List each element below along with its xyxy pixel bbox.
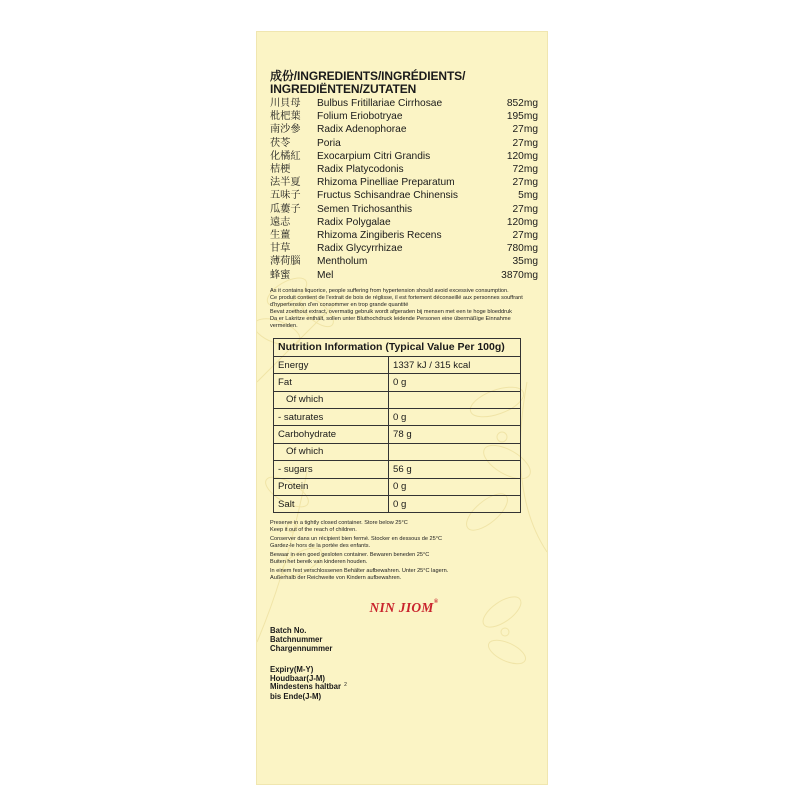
registered-mark: ® — [433, 599, 439, 606]
nutrient-value: 0 g — [389, 409, 521, 426]
nutrient-value — [389, 443, 521, 460]
storage-line: Buiten het bereik van kinderen houden. — [270, 559, 368, 566]
nutrient-value: 56 g — [389, 461, 521, 478]
ingredient-amount: 852mg — [506, 98, 538, 109]
batch-label-line: Chargennummer — [270, 643, 333, 653]
table-row — [274, 426, 521, 443]
storage-line: In einem fest verschlossenen Behälter aufbewahren. Unter 25°C lagern. — [270, 568, 449, 575]
warning-english: As it contains liquorice, people suffering from hypertension should avoid excessive consumption. — [270, 287, 509, 294]
ingredient-amount: 35mg — [512, 256, 538, 268]
nutrient-label: Carbohydrate — [274, 426, 389, 443]
nutrition-table-header: Nutrition Information (Typical Value Per 100g) — [274, 338, 521, 356]
ingredient-amount: 27mg — [512, 124, 538, 136]
nutrient-label: Salt — [274, 495, 389, 512]
ingredient-amount: 5mg — [518, 190, 538, 202]
nutrient-label: Protein — [274, 478, 389, 495]
nutrient-value: 78 g — [389, 426, 521, 443]
ingredient-chinese-name: 桔梗 — [270, 164, 291, 176]
batch-label-line: Batch No. — [270, 626, 307, 636]
ingredient-chinese-name: 南沙參 — [270, 124, 301, 136]
nutrient-value: 0 g — [389, 374, 521, 391]
ingredient-chinese-name: 遠志 — [270, 216, 291, 228]
ingredient-chinese-name: 瓜蔞子 — [270, 203, 301, 215]
nutrition-table — [273, 338, 521, 514]
ingredient-row — [270, 189, 538, 202]
ingredient-latin-name: Rhizoma Pinelliae Preparatum — [317, 177, 455, 189]
expiry-footnote-number: 2 — [344, 682, 347, 689]
nutrient-value: 0 g — [389, 478, 521, 495]
ingredient-row — [270, 97, 538, 110]
storage-line: Bewaar in een goed gesloten container. Bewaren beneden 25°C — [270, 552, 430, 559]
ingredient-row — [270, 242, 538, 255]
expiry-label-line: Houdbaar(J-M) — [270, 673, 326, 683]
batch-label-line: Batchnummer — [270, 634, 323, 644]
ingredient-latin-name: Fructus Schisandrae Chinensis — [317, 190, 458, 202]
expiry-label-line: bis Ende(J-M) — [270, 691, 322, 701]
ingredient-latin-name: Mel — [317, 269, 334, 281]
ingredient-row — [270, 137, 538, 150]
ingredients-title-line1: 成份/INGREDIENTS/INGRÉDIENTS/ — [270, 69, 466, 83]
ingredient-amount: 3870mg — [501, 269, 538, 281]
ingredient-amount: 120mg — [506, 150, 538, 162]
storage-instructions — [270, 520, 538, 582]
ingredient-amount: 27mg — [512, 177, 538, 189]
brand-name: NIN JIOM — [369, 600, 434, 616]
nutrient-label: Energy — [274, 356, 389, 373]
storage-line: Außerhalb der Reichweite von Kindern aufbewahren. — [270, 575, 402, 582]
ingredient-row — [270, 229, 538, 242]
ingredient-latin-name: Rhizoma Zingiberis Recens — [317, 230, 442, 242]
warning-dutch: Bevat zoethout extract, overmatig gebruik wordt afgeraden bij mensen met een te hoge bloeddruk — [270, 308, 512, 315]
storage-dutch — [270, 552, 538, 566]
nutrient-label: - sugars — [274, 461, 389, 478]
ingredient-chinese-name: 蜂蜜 — [270, 269, 291, 281]
brand-logo — [270, 600, 538, 616]
package-panel — [257, 32, 547, 784]
warning-french: Ce produit contient de l'extrait de bois de réglisse, il est fortement déconseillé aux personnes souffrant d'hypertension d'en consommer en trop grande quantité — [270, 294, 523, 308]
nutrient-value — [389, 391, 521, 408]
ingredient-chinese-name: 川貝母 — [270, 98, 301, 109]
table-row — [274, 478, 521, 495]
ingredient-latin-name: Folium Eriobotryae — [317, 111, 403, 123]
ingredient-row — [270, 269, 538, 282]
ingredient-latin-name: Exocarpium Citri Grandis — [317, 150, 431, 162]
batch-number-label — [270, 627, 538, 653]
ingredient-chinese-name: 枇杷葉 — [270, 111, 301, 123]
ingredient-amount: 27mg — [512, 137, 538, 149]
label-content — [270, 70, 538, 702]
ingredient-chinese-name: 甘草 — [270, 243, 291, 255]
storage-line: Conserver dans un récipient bien fermé. Stocker en dessous de 25°C — [270, 536, 443, 543]
ingredient-row — [270, 110, 538, 123]
ingredient-chinese-name: 茯苓 — [270, 137, 291, 149]
storage-english — [270, 520, 538, 534]
expiry-label-line: Mindestens haltbar — [270, 682, 342, 692]
expiry-label — [270, 666, 538, 701]
ingredient-row — [270, 176, 538, 189]
ingredient-amount: 27mg — [512, 230, 538, 242]
ingredient-latin-name: Mentholum — [317, 256, 368, 268]
warning-german: Da er Lakritze enthält, sollen unter Bluthochdruck leidende Personen eine übermäßige Einnahme vermeiden. — [270, 315, 511, 329]
nutrient-value: 0 g — [389, 495, 521, 512]
nutrient-label: Fat — [274, 374, 389, 391]
table-row — [274, 495, 521, 512]
ingredient-latin-name: Radix Polygalae — [317, 216, 391, 228]
nutrient-label: Of which — [274, 443, 389, 460]
ingredient-row — [270, 123, 538, 136]
storage-line: Gardez-le hors de la portée des enfants. — [270, 543, 371, 550]
storage-french — [270, 536, 538, 550]
ingredient-latin-name: Semen Trichosanthis — [317, 203, 413, 215]
table-row — [274, 391, 521, 408]
table-row — [274, 374, 521, 391]
ingredient-amount: 120mg — [506, 216, 538, 228]
ingredient-latin-name: Radix Platycodonis — [317, 164, 404, 176]
ingredient-chinese-name: 薄荷腦 — [270, 256, 301, 268]
ingredient-chinese-name: 法半夏 — [270, 177, 301, 189]
storage-line: Keep it out of the reach of children. — [270, 527, 357, 534]
ingredient-row — [270, 216, 538, 229]
liquorice-warning — [270, 288, 538, 330]
ingredient-amount: 780mg — [506, 243, 538, 255]
nutrient-label: Of which — [274, 391, 389, 408]
expiry-label-line: Expiry(M-Y) — [270, 665, 314, 675]
storage-german — [270, 568, 538, 582]
ingredient-amount: 72mg — [512, 164, 538, 176]
ingredient-latin-name: Radix Glycyrrhizae — [317, 243, 403, 255]
ingredient-amount: 195mg — [506, 111, 538, 123]
nutrient-label: - saturates — [274, 409, 389, 426]
table-row — [274, 461, 521, 478]
ingredient-row — [270, 203, 538, 216]
ingredient-amount: 27mg — [512, 203, 538, 215]
ingredient-latin-name: Radix Adenophorae — [317, 124, 407, 136]
ingredient-latin-name: Bulbus Fritillariae Cirrhosae — [317, 98, 443, 109]
table-row — [274, 409, 521, 426]
nutrient-value: 1337 kJ / 315 kcal — [389, 356, 521, 373]
ingredient-row — [270, 163, 538, 176]
table-row — [274, 443, 521, 460]
ingredient-latin-name: Poria — [317, 137, 341, 149]
ingredient-chinese-name: 化橘紅 — [270, 150, 301, 162]
storage-line: Preserve in a tightly closed container. Store below 25°C — [270, 520, 408, 527]
ingredient-chinese-name: 五味子 — [270, 190, 301, 202]
ingredients-title-line2: INGREDIËNTEN/ZUTATEN — [270, 82, 417, 96]
ingredient-chinese-name: 生薑 — [270, 230, 291, 242]
ingredients-list — [270, 97, 538, 282]
ingredient-row — [270, 150, 538, 163]
table-row — [274, 356, 521, 373]
ingredient-row — [270, 255, 538, 268]
